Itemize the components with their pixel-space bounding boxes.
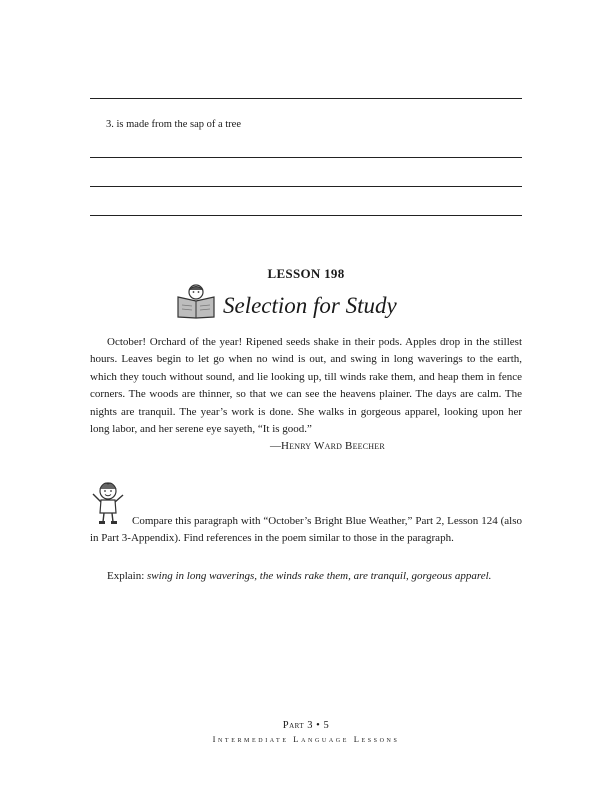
- explain-label: Explain:: [107, 570, 145, 582]
- answer-line-4: [90, 215, 522, 216]
- answer-line-3: [90, 186, 522, 187]
- explain-instruction: [90, 568, 522, 585]
- compare-instruction: Compare this paragraph with “October’s Bright Blue Weather,” Part 2, Lesson 124 (also in Part 3-Appendix). Find references in the poem similar to those in the paragraph.: [90, 515, 522, 545]
- explain-phrases: swing in long waverings, the winds rake them, are tranquil, gorgeous apparel.: [147, 570, 492, 582]
- attribution: [270, 440, 385, 452]
- reading-child-icon: [175, 283, 217, 319]
- answer-line-1: [90, 98, 522, 99]
- answer-line-2: [90, 157, 522, 158]
- selection-title: Selection for Study: [223, 293, 397, 318]
- footer-book-title: Intermediate Language Lessons: [212, 734, 400, 744]
- lesson-number: LESSON 198: [267, 266, 345, 281]
- exercise-item-3: 3. is made from the sap of a tree: [106, 119, 241, 130]
- selection-paragraph: October! Orchard of the year! Ripened seeds shake in their pods. Apples drop in the stillest hours. Leaves begin to let go when no wind is out, and swing in long waverings to the earth, which they touch without sound, and lie looking up, till winds rake them, and heap them in fence corners. The woods are thinner, so that we can see the heavens plainer. The days are calm. The nights are tranquil. The year’s work is done. She walks in gorgeous apparel, looking upon her long labor, and her serene eye sayeth, “It is good.”: [90, 336, 522, 436]
- attribution-dash: —: [270, 440, 281, 452]
- attribution-author: Henry Ward Beecher: [281, 440, 385, 452]
- footer-page-number: Part 3 • 5: [282, 720, 330, 731]
